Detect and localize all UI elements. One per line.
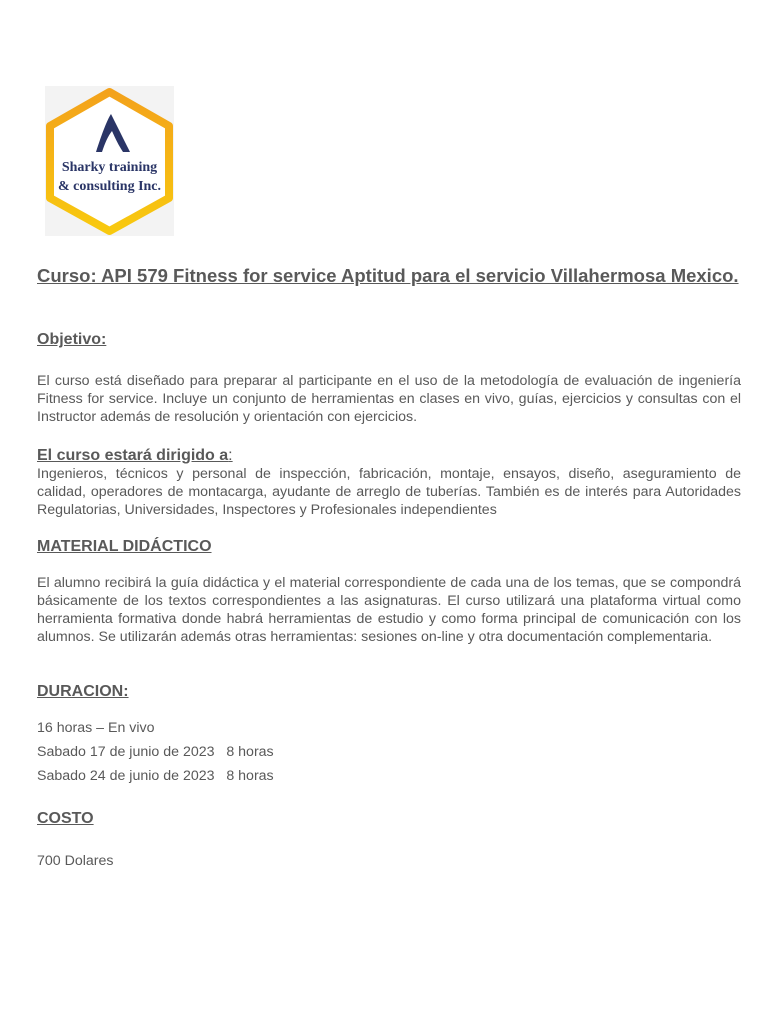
dirigido-heading-label: El curso estará dirigido a <box>37 447 229 464</box>
objetivo-text: El curso está diseñado para preparar al participante en el uso de la metodología de evaluación de ingeniería Fitness for service. Incluye un conjunto de herramientas en clases en vivo, guías, ejercicios y consultas con el Instructor además de resolución y orientación con ejercicios. <box>37 373 741 425</box>
dirigido-heading-colon: : <box>228 447 233 464</box>
duracion-line-3: Sabado 24 de junio de 2023 8 horas <box>37 768 274 784</box>
dirigido-text: Ingenieros, técnicos y personal de inspección, fabricación, montaje, ensayos, diseño, aseguramiento de calidad, operadores de montacarga, ayudante de arreglo de tuberías. También es de interés para Autoridades Regulatorias, Universidades, Inspectores y Profesionales independientes <box>37 466 741 518</box>
dirigido-heading <box>37 446 233 466</box>
logo-text-line1: Sharky training <box>61 160 158 175</box>
duracion-line-2: Sabado 17 de junio de 2023 8 horas <box>37 744 274 760</box>
material-heading: MATERIAL DIDÁCTICO <box>37 538 212 555</box>
duracion-heading: DURACION: <box>37 683 129 700</box>
objetivo-heading: Objetivo: <box>37 331 107 348</box>
costo-heading: COSTO <box>37 810 94 827</box>
course-title: Curso: API 579 Fitness for service Aptitud para el servicio Villahermosa Mexico. <box>37 265 739 286</box>
company-logo <box>45 86 174 236</box>
material-text: El alumno recibirá la guía didáctica y el material correspondiente de cada una de los temas, que se compondrá básicamente de los textos correspondientes a las asignaturas. El curso utilizará una plataforma virtual como herramienta formativa donde habrá herramientas de estudio y como forma principal de comunicación con los alumnos. Se utilizarán además otras herramientas: sesiones on-line y otra documentación complementaria. <box>37 575 741 645</box>
duracion-line-1: 16 horas – En vivo <box>37 720 155 736</box>
costo-text: 700 Dolares <box>37 853 114 869</box>
logo-text-line2: & consulting Inc. <box>57 179 162 194</box>
